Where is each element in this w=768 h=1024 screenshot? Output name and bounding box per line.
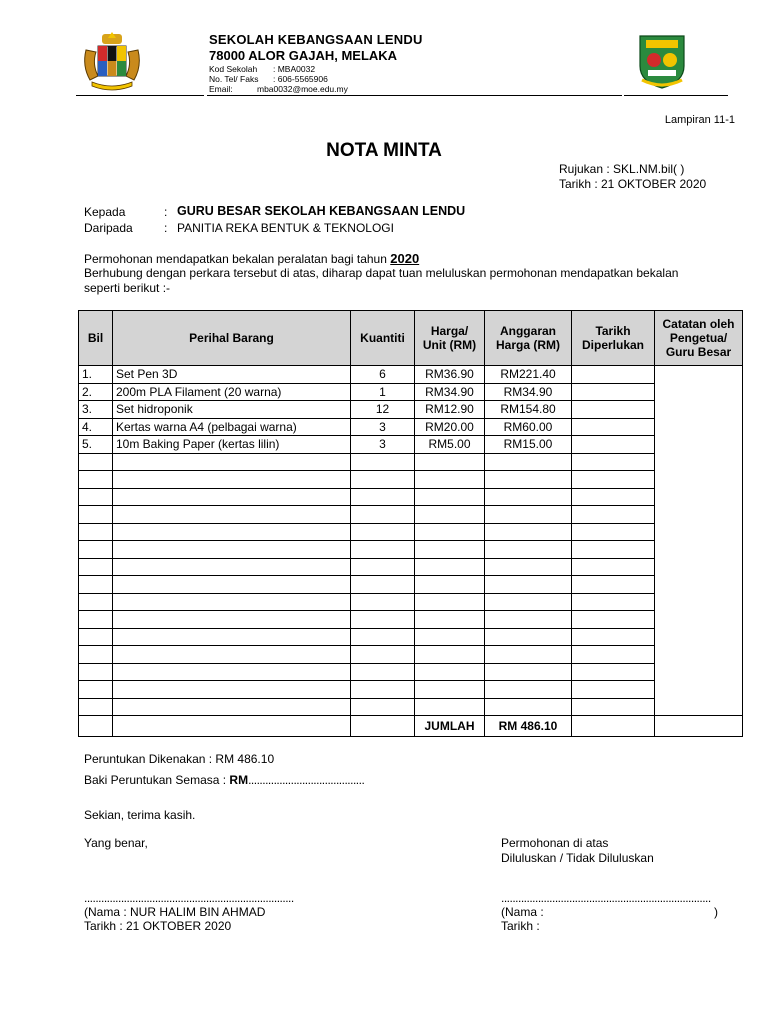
empty-cell <box>113 663 351 681</box>
body-line-1-text: Permohonan mendapatkan bekalan peralatan bagi tahun <box>84 252 387 266</box>
empty-cell <box>415 663 485 681</box>
empty-cell <box>572 698 655 716</box>
reference-date: Tarikh : 21 OKTOBER 2020 <box>559 177 707 191</box>
empty-cell <box>572 558 655 576</box>
empty-cell <box>485 453 572 471</box>
signatory-name-right-close: ) <box>714 905 718 919</box>
table-row <box>79 418 743 436</box>
table-row-empty <box>79 523 743 541</box>
body-line-1 <box>84 251 419 266</box>
school-name: SEKOLAH KEBANGSAAN LENDU <box>209 32 423 47</box>
empty-cell <box>415 471 485 489</box>
contact-value: : 606-5565906 <box>273 74 328 84</box>
cell-anggaran: RM15.00 <box>485 436 572 454</box>
cell-anggaran: RM154.80 <box>485 401 572 419</box>
empty-cell <box>351 663 415 681</box>
cell-harga-unit: RM36.90 <box>415 366 485 384</box>
empty-cell <box>485 558 572 576</box>
daripada-label: Daripada <box>84 221 133 235</box>
empty-cell <box>79 698 113 716</box>
empty-cell <box>113 506 351 524</box>
empty-cell <box>415 611 485 629</box>
empty-cell <box>572 716 655 737</box>
signatory-date-left: Tarikh : 21 OKTOBER 2020 <box>84 919 232 933</box>
empty-cell <box>113 611 351 629</box>
empty-cell <box>415 646 485 664</box>
empty-cell <box>113 453 351 471</box>
empty-cell <box>655 716 743 737</box>
table-row-empty <box>79 453 743 471</box>
empty-cell <box>79 471 113 489</box>
empty-cell <box>113 681 351 699</box>
col-header-bil: Bil <box>79 311 113 366</box>
empty-cell <box>351 681 415 699</box>
signatory-date-right: Tarikh : <box>501 919 540 933</box>
empty-cell <box>415 541 485 559</box>
empty-cell <box>572 646 655 664</box>
cell-catatan <box>655 366 743 716</box>
empty-cell <box>351 471 415 489</box>
cell-harga-unit: RM12.90 <box>415 401 485 419</box>
cell-perihal: Kertas warna A4 (pelbagai warna) <box>113 418 351 436</box>
empty-cell <box>113 471 351 489</box>
empty-cell <box>415 523 485 541</box>
empty-cell <box>351 716 415 737</box>
empty-cell <box>572 471 655 489</box>
lampiran-label: Lampiran 11-1 <box>664 114 735 126</box>
reference-number: Rujukan : SKL.NM.bil( ) <box>559 162 685 176</box>
table-row-empty <box>79 558 743 576</box>
empty-cell <box>415 593 485 611</box>
signatory-name-right: (Nama : <box>501 905 544 919</box>
empty-cell <box>415 558 485 576</box>
empty-cell <box>572 453 655 471</box>
signature-line-left: .......................................................................... <box>84 891 294 905</box>
kepada-value: GURU BESAR SEKOLAH KEBANGSAAN LENDU <box>177 204 466 218</box>
empty-cell <box>351 541 415 559</box>
school-crest-icon <box>634 32 690 90</box>
header-rule-center <box>207 95 622 96</box>
empty-cell <box>572 506 655 524</box>
empty-cell <box>113 523 351 541</box>
empty-cell <box>485 541 572 559</box>
empty-cell <box>79 523 113 541</box>
school-address: 78000 ALOR GAJAH, MELAKA <box>209 48 398 63</box>
table-row-empty <box>79 593 743 611</box>
empty-cell <box>572 681 655 699</box>
contact-line-email <box>209 84 348 94</box>
cell-anggaran: RM60.00 <box>485 418 572 436</box>
table-row-empty <box>79 663 743 681</box>
empty-cell <box>351 453 415 471</box>
empty-cell <box>79 681 113 699</box>
empty-cell <box>351 593 415 611</box>
cell-bil: 2. <box>79 383 113 401</box>
contact-label: No. Tel/ Faks <box>209 74 259 84</box>
empty-cell <box>485 681 572 699</box>
approval-line-2: Diluluskan / Tidak Diluluskan <box>501 851 654 865</box>
empty-cell <box>415 681 485 699</box>
empty-cell <box>113 541 351 559</box>
malaysia-coat-of-arms-icon <box>80 32 144 94</box>
empty-cell <box>415 488 485 506</box>
table-total-row <box>79 716 743 737</box>
empty-cell <box>351 628 415 646</box>
table-row <box>79 383 743 401</box>
empty-cell <box>415 698 485 716</box>
col-header-anggaran: Anggaran Harga (RM) <box>485 311 572 366</box>
kepada-colon: : <box>164 205 168 219</box>
closing-yang-benar: Yang benar, <box>84 836 148 850</box>
empty-cell <box>79 541 113 559</box>
cell-perihal: Set hidroponik <box>113 401 351 419</box>
table-row-empty <box>79 611 743 629</box>
table-row-empty <box>79 488 743 506</box>
table-row-empty <box>79 471 743 489</box>
col-header-harga-unit: Harga/ Unit (RM) <box>415 311 485 366</box>
empty-cell <box>79 453 113 471</box>
empty-cell <box>351 506 415 524</box>
cell-kuantiti: 6 <box>351 366 415 384</box>
baki-peruntukan <box>84 773 364 787</box>
empty-cell <box>415 506 485 524</box>
col-header-kuantiti: Kuantiti <box>351 311 415 366</box>
col-header-perihal: Perihal Barang <box>113 311 351 366</box>
empty-cell <box>79 646 113 664</box>
cell-harga-unit: RM20.00 <box>415 418 485 436</box>
total-value: RM 486.10 <box>485 716 572 737</box>
empty-cell <box>485 471 572 489</box>
empty-cell <box>79 558 113 576</box>
empty-cell <box>415 576 485 594</box>
empty-cell <box>79 611 113 629</box>
empty-cell <box>485 576 572 594</box>
empty-cell <box>572 628 655 646</box>
cell-bil: 3. <box>79 401 113 419</box>
table-row <box>79 401 743 419</box>
cell-perihal: 10m Baking Paper (kertas lilin) <box>113 436 351 454</box>
empty-cell <box>572 611 655 629</box>
cell-tarikh <box>572 436 655 454</box>
empty-cell <box>113 716 351 737</box>
signatory-name-left: (Nama : NUR HALIM BIN AHMAD <box>84 905 266 919</box>
empty-cell <box>351 576 415 594</box>
daripada-value: PANITIA REKA BENTUK & TEKNOLOGI <box>177 221 394 235</box>
cell-tarikh <box>572 401 655 419</box>
empty-cell <box>572 593 655 611</box>
page-title: NOTA MINTA <box>326 140 442 161</box>
daripada-colon: : <box>164 221 168 235</box>
empty-cell <box>572 541 655 559</box>
body-line-3: seperti berikut :- <box>84 281 171 295</box>
cell-kuantiti: 3 <box>351 436 415 454</box>
baki-dots: ......................................... <box>248 773 365 787</box>
contact-line-code <box>209 64 315 74</box>
cell-tarikh <box>572 418 655 436</box>
cell-perihal: Set Pen 3D <box>113 366 351 384</box>
table-row <box>79 436 743 454</box>
table-row-empty <box>79 506 743 524</box>
empty-cell <box>113 488 351 506</box>
cell-harga-unit: RM5.00 <box>415 436 485 454</box>
cell-bil: 5. <box>79 436 113 454</box>
contact-label: Kod Sekolah <box>209 64 258 74</box>
col-header-tarikh: Tarikh Diperlukan <box>572 311 655 366</box>
kepada-label: Kepada <box>84 205 126 219</box>
table-header-row <box>79 311 743 366</box>
table-row-empty <box>79 541 743 559</box>
empty-cell <box>485 698 572 716</box>
baki-label: Baki Peruntukan Semasa : <box>84 773 227 787</box>
contact-line-tel <box>209 74 328 84</box>
table-row-empty <box>79 628 743 646</box>
contact-label: Email: <box>209 84 233 94</box>
empty-cell <box>113 593 351 611</box>
empty-cell <box>572 488 655 506</box>
empty-cell <box>351 558 415 576</box>
empty-cell <box>113 698 351 716</box>
peruntukan-dikenakan: Peruntukan Dikenakan : RM 486.10 <box>84 752 275 766</box>
table-row-empty <box>79 698 743 716</box>
empty-cell <box>415 453 485 471</box>
empty-cell <box>485 523 572 541</box>
empty-cell <box>79 628 113 646</box>
empty-cell <box>485 488 572 506</box>
empty-cell <box>485 663 572 681</box>
empty-cell <box>351 488 415 506</box>
approval-line-1: Permohonan di atas <box>501 836 609 850</box>
cell-kuantiti: 3 <box>351 418 415 436</box>
contact-value: : MBA0032 <box>273 64 316 74</box>
cell-anggaran: RM221.40 <box>485 366 572 384</box>
items-table <box>78 310 743 737</box>
empty-cell <box>485 611 572 629</box>
empty-cell <box>351 698 415 716</box>
header-rule-left <box>76 95 204 96</box>
body-line-2: Berhubung dengan perkara tersebut di atas, diharap dapat tuan meluluskan permohonan mendapatkan bekalan <box>84 266 679 280</box>
contact-value: mba0032@moe.edu.my <box>257 84 348 94</box>
empty-cell <box>572 523 655 541</box>
empty-cell <box>113 558 351 576</box>
empty-cell <box>79 663 113 681</box>
empty-cell <box>113 576 351 594</box>
empty-cell <box>79 506 113 524</box>
closing-sekian: Sekian, terima kasih. <box>84 808 196 822</box>
signature-line-right: .......................................................................... <box>501 891 711 905</box>
empty-cell <box>79 593 113 611</box>
empty-cell <box>351 611 415 629</box>
cell-harga-unit: RM34.90 <box>415 383 485 401</box>
table-row-empty <box>79 681 743 699</box>
header-rule-right <box>624 95 728 96</box>
cell-kuantiti: 1 <box>351 383 415 401</box>
table-row-empty <box>79 646 743 664</box>
cell-perihal: 200m PLA Filament (20 warna) <box>113 383 351 401</box>
empty-cell <box>485 646 572 664</box>
empty-cell <box>485 506 572 524</box>
cell-bil: 1. <box>79 366 113 384</box>
col-header-catatan: Catatan oleh Pengetua/ Guru Besar <box>655 311 743 366</box>
body-year: 2020 <box>390 251 420 266</box>
cell-bil: 4. <box>79 418 113 436</box>
empty-cell <box>351 646 415 664</box>
table-row <box>79 366 743 384</box>
empty-cell <box>572 576 655 594</box>
empty-cell <box>79 576 113 594</box>
empty-cell <box>113 628 351 646</box>
cell-tarikh <box>572 383 655 401</box>
cell-kuantiti: 12 <box>351 401 415 419</box>
empty-cell <box>572 663 655 681</box>
cell-tarikh <box>572 366 655 384</box>
empty-cell <box>79 488 113 506</box>
cell-anggaran: RM34.90 <box>485 383 572 401</box>
total-label: JUMLAH <box>415 716 485 737</box>
empty-cell <box>485 593 572 611</box>
baki-rm: RM <box>229 773 249 787</box>
empty-cell <box>351 523 415 541</box>
empty-cell <box>113 646 351 664</box>
empty-cell <box>485 628 572 646</box>
empty-cell <box>415 628 485 646</box>
empty-cell <box>79 716 113 737</box>
table-row-empty <box>79 576 743 594</box>
